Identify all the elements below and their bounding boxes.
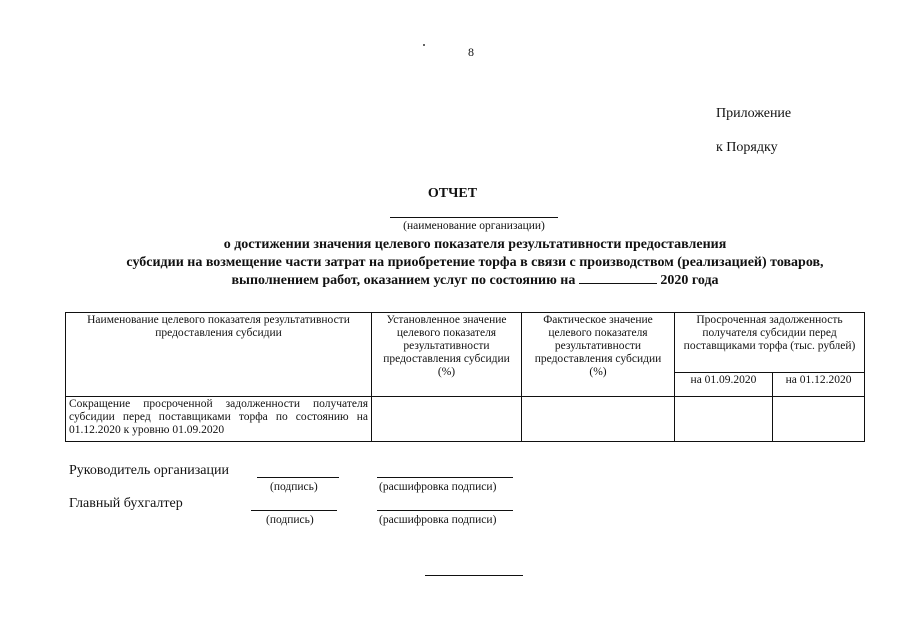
accountant-signature-line: [251, 510, 337, 511]
header-overdue-debt: Просроченная задолженность получателя субсидии перед поставщиками торфа (тыс. рублей): [675, 313, 865, 373]
head-decoding-caption: (расшифровка подписи): [379, 481, 497, 493]
head-signature-caption: (подпись): [270, 481, 318, 493]
head-signature-line: [257, 477, 339, 478]
cell-planned: [372, 397, 522, 442]
header-planned-value: Установленное значение целевого показателя результативности предоставления субсидии (%): [372, 313, 522, 397]
head-role-label: Руководитель организации: [69, 463, 229, 478]
scan-dot: [423, 44, 425, 46]
table-row: [66, 397, 865, 442]
header-debt-0112: на 01.12.2020: [773, 373, 865, 397]
cell-debt-0112: [773, 397, 865, 442]
accountant-decoding-line: [377, 510, 513, 511]
report-table: [65, 312, 865, 442]
report-subtitle: [60, 236, 890, 290]
subtitle-line-1: о достижении значения целевого показателя результативности предоставления: [223, 237, 727, 252]
closing-line: [425, 575, 523, 576]
subtitle-line-3-start: выполнением работ, оказанием услуг по состоянию на: [231, 273, 576, 288]
subtitle-line-2: субсидии на возмещение части затрат на приобретение торфа в связи с производством (реализацией) товаров,: [126, 255, 824, 270]
organization-name-line: [390, 217, 558, 218]
accountant-role-label: Главный бухгалтер: [69, 496, 183, 511]
subtitle-line-3-end: 2020 года: [660, 273, 719, 288]
accountant-signature-caption: (подпись): [266, 514, 314, 526]
appendix-line-2: к Порядку: [716, 140, 778, 155]
cell-indicator: Сокращение просроченной задолженности получателя субсидии перед поставщиками торфа по состоянию на 01.12.2020 к уровню 01.09.2020: [66, 397, 372, 442]
page-number: 8: [468, 45, 474, 59]
head-decoding-line: [377, 477, 513, 478]
appendix-line-1: Приложение: [716, 106, 792, 121]
header-indicator-name: Наименование целевого показателя результативности предоставления субсидии: [66, 313, 372, 397]
subtitle-line-3: [60, 272, 890, 290]
date-blank-line: [579, 272, 657, 284]
appendix-block: [716, 97, 791, 165]
header-debt-0109: на 01.09.2020: [675, 373, 773, 397]
cell-actual: [522, 397, 675, 442]
header-actual-value: Фактическое значение целевого показателя результативности предоставления субсидии (%): [522, 313, 675, 397]
organization-name-caption: (наименование организации): [403, 220, 545, 232]
accountant-decoding-caption: (расшифровка подписи): [379, 514, 497, 526]
report-title: ОТЧЕТ: [427, 186, 478, 201]
cell-debt-0109: [675, 397, 773, 442]
